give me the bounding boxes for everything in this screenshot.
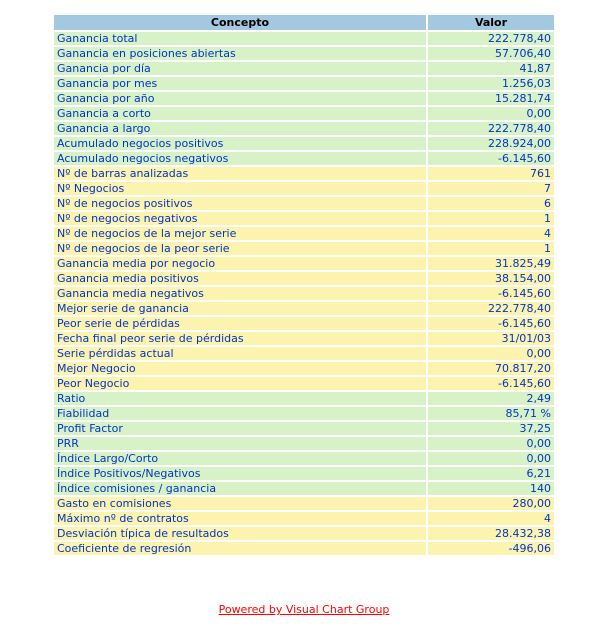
table-row [54, 482, 554, 495]
table-row [54, 527, 554, 540]
value-cell: 2,49 [428, 392, 554, 405]
concept-column-header: Concepto [54, 15, 426, 30]
concept-cell: Nº de barras analizadas [54, 167, 426, 180]
table-row [54, 392, 554, 405]
strategy-statistics-report [52, 13, 556, 557]
value-cell: 4 [428, 227, 554, 240]
value-cell: 37,25 [428, 422, 554, 435]
concept-cell: Nº Negocios [54, 182, 426, 195]
concept-cell: Ganancia por mes [54, 77, 426, 90]
concept-cell: Nº de negocios negativos [54, 212, 426, 225]
concept-cell: Ganancia en posiciones abiertas [54, 47, 426, 60]
statistics-table [52, 13, 556, 557]
value-cell: 7 [428, 182, 554, 195]
concept-cell: Nº de negocios de la mejor serie [54, 227, 426, 240]
table-row [54, 92, 554, 105]
table-row [54, 107, 554, 120]
value-cell: 38.154,00 [428, 272, 554, 285]
value-cell: -6.145,60 [428, 317, 554, 330]
table-row [54, 542, 554, 555]
table-row [54, 437, 554, 450]
concept-cell: Coeficiente de regresión [54, 542, 426, 555]
concept-cell: Índice Positivos/Negativos [54, 467, 426, 480]
value-cell: 28.432,38 [428, 527, 554, 540]
header-row [54, 15, 554, 30]
table-row [54, 377, 554, 390]
concept-cell: Acumulado negocios negativos [54, 152, 426, 165]
value-cell: 222.778,40 [428, 32, 554, 45]
table-row [54, 32, 554, 45]
concept-cell: Ratio [54, 392, 426, 405]
table-row [54, 332, 554, 345]
value-cell: 70.817,20 [428, 362, 554, 375]
concept-cell: Índice Largo/Corto [54, 452, 426, 465]
concept-cell: PRR [54, 437, 426, 450]
concept-cell: Ganancia por año [54, 92, 426, 105]
concept-cell: Fecha final peor serie de pérdidas [54, 332, 426, 345]
table-row [54, 317, 554, 330]
concept-cell: Ganancia total [54, 32, 426, 45]
value-cell: 6 [428, 197, 554, 210]
table-row [54, 122, 554, 135]
table-row [54, 407, 554, 420]
value-cell: 31.825,49 [428, 257, 554, 270]
concept-cell: Ganancia a largo [54, 122, 426, 135]
value-cell: 0,00 [428, 437, 554, 450]
table-row [54, 227, 554, 240]
value-cell: 4 [428, 512, 554, 525]
value-cell: -6.145,60 [428, 152, 554, 165]
value-cell: 1.256,03 [428, 77, 554, 90]
footer [52, 598, 556, 617]
table-row [54, 47, 554, 60]
concept-cell: Ganancia por día [54, 62, 426, 75]
concept-cell: Gasto en comisiones [54, 497, 426, 510]
value-cell: -6.145,60 [428, 287, 554, 300]
value-cell: 1 [428, 242, 554, 255]
table-row [54, 152, 554, 165]
value-cell: 222.778,40 [428, 122, 554, 135]
concept-cell: Peor Negocio [54, 377, 426, 390]
concept-cell: Ganancia media positivos [54, 272, 426, 285]
value-cell: 41,87 [428, 62, 554, 75]
concept-cell: Profit Factor [54, 422, 426, 435]
concept-cell: Serie pérdidas actual [54, 347, 426, 360]
value-cell: -496,06 [428, 542, 554, 555]
value-cell: 0,00 [428, 452, 554, 465]
concept-cell: Nº de negocios de la peor serie [54, 242, 426, 255]
value-cell: 31/01/03 [428, 332, 554, 345]
concept-cell: Índice comisiones / ganancia [54, 482, 426, 495]
value-cell: 140 [428, 482, 554, 495]
value-cell: 85,71 % [428, 407, 554, 420]
value-cell: 222.778,40 [428, 302, 554, 315]
table-row [54, 62, 554, 75]
concept-cell: Máximo nº de contratos [54, 512, 426, 525]
value-cell: -6.145,60 [428, 377, 554, 390]
table-row [54, 77, 554, 90]
value-cell: 228.924,00 [428, 137, 554, 150]
value-cell: 0,00 [428, 107, 554, 120]
concept-cell: Desviación típica de resultados [54, 527, 426, 540]
concept-cell: Ganancia media por negocio [54, 257, 426, 270]
concept-cell: Acumulado negocios positivos [54, 137, 426, 150]
value-cell: 1 [428, 212, 554, 225]
table-row [54, 242, 554, 255]
table-row [54, 497, 554, 510]
concept-cell: Ganancia media negativos [54, 287, 426, 300]
value-cell: 0,00 [428, 347, 554, 360]
table-row [54, 182, 554, 195]
table-body [54, 32, 554, 555]
powered-by-link[interactable]: Powered by Visual Chart Group [218, 603, 390, 616]
table-row [54, 302, 554, 315]
concept-cell: Nº de negocios positivos [54, 197, 426, 210]
table-row [54, 422, 554, 435]
concept-cell: Mejor Negocio [54, 362, 426, 375]
concept-cell: Peor serie de pérdidas [54, 317, 426, 330]
value-cell: 6,21 [428, 467, 554, 480]
table-row [54, 137, 554, 150]
concept-cell: Ganancia a corto [54, 107, 426, 120]
table-row [54, 272, 554, 285]
table-row [54, 347, 554, 360]
table-row [54, 452, 554, 465]
table-row [54, 257, 554, 270]
table-row [54, 512, 554, 525]
value-cell: 280,00 [428, 497, 554, 510]
concept-cell: Mejor serie de ganancia [54, 302, 426, 315]
table-row [54, 362, 554, 375]
concept-cell: Fiabilidad [54, 407, 426, 420]
table-row [54, 467, 554, 480]
value-cell: 15.281,74 [428, 92, 554, 105]
table-row [54, 212, 554, 225]
value-column-header: Valor [428, 15, 554, 30]
table-row [54, 197, 554, 210]
table-row [54, 167, 554, 180]
table-row [54, 287, 554, 300]
value-cell: 761 [428, 167, 554, 180]
value-cell: 57.706,40 [428, 47, 554, 60]
